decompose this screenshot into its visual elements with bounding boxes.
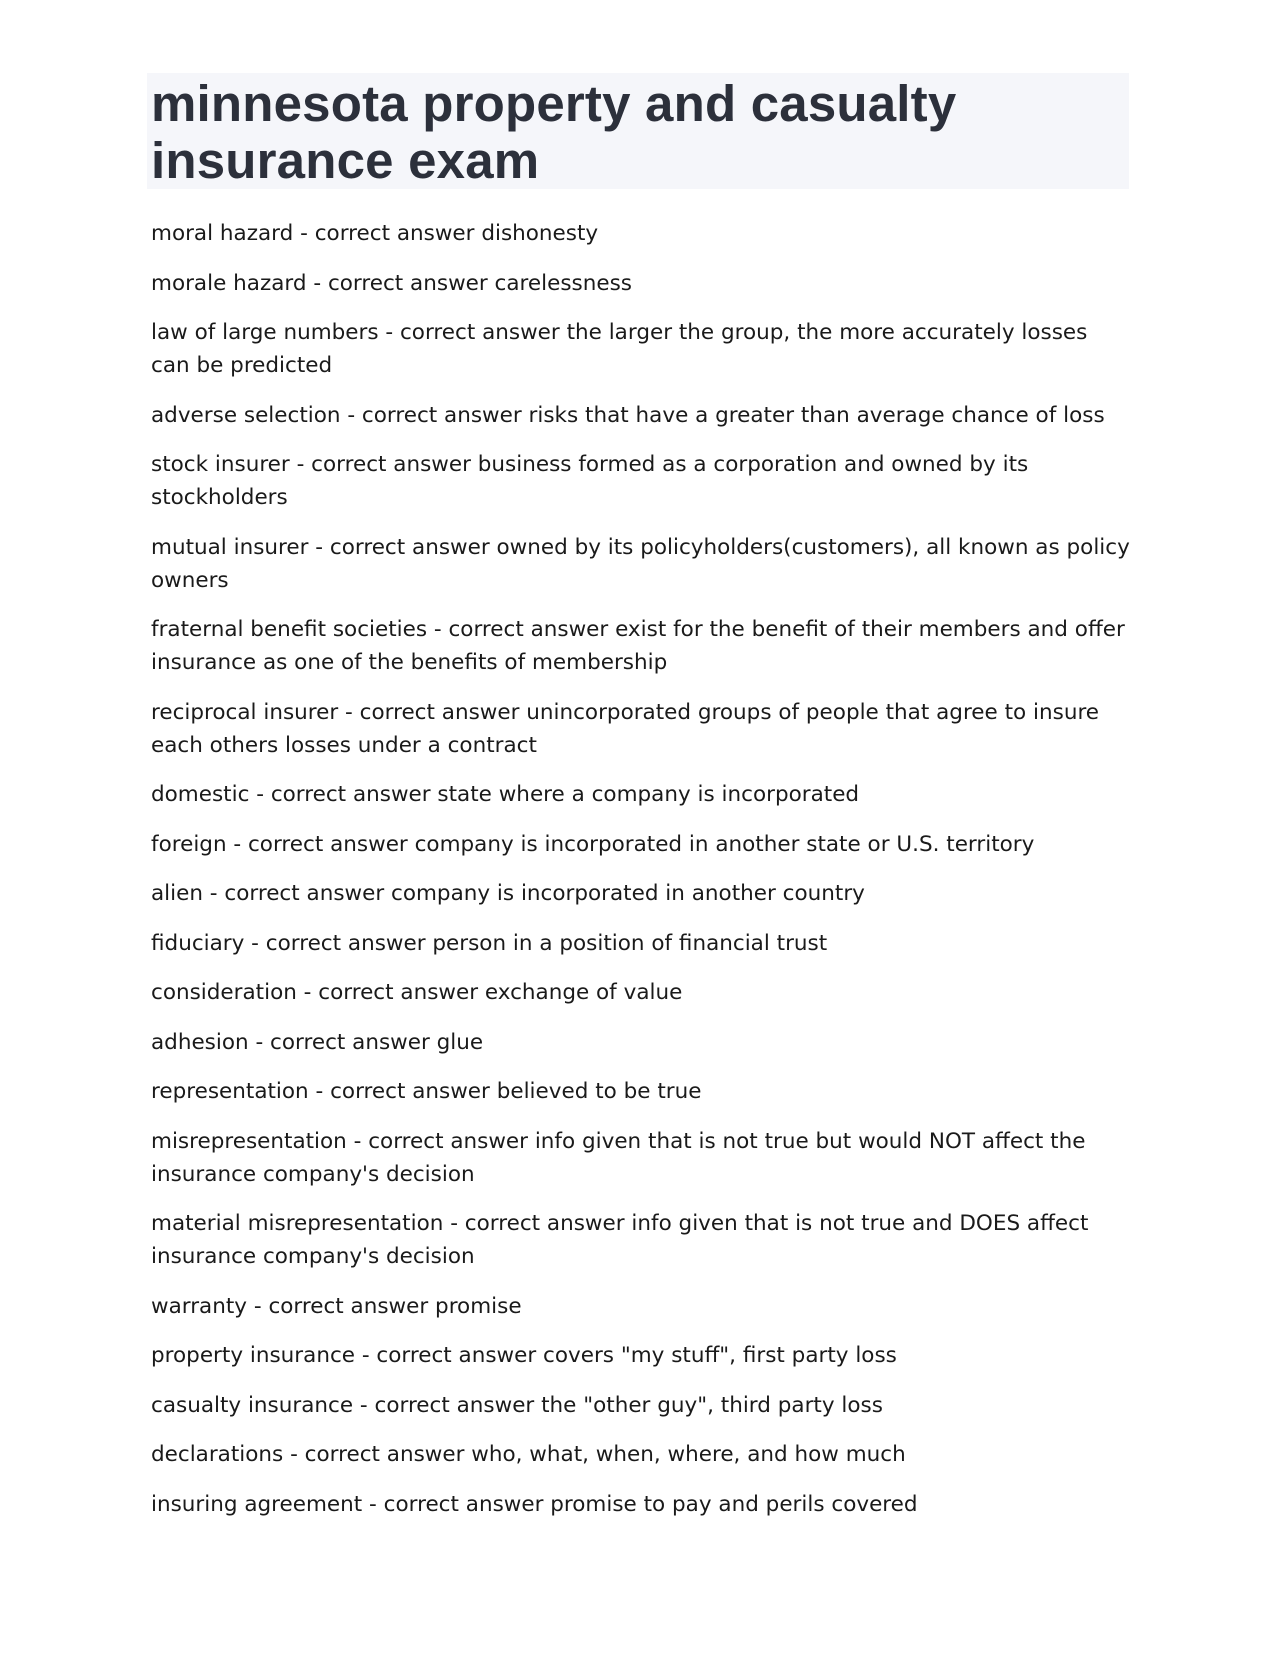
flashcard-entry: moral hazard - correct answer dishonesty	[151, 221, 599, 246]
flashcard-entry: insuring agreement - correct answer promise to pay and perils covered	[151, 1491, 918, 1517]
flashcard-entry: morale hazard - correct answer carelessness	[151, 270, 632, 296]
flashcard-entry: misrepresentation - correct answer info given that is not true but would NOT affect the insurance company's decision	[151, 1128, 1086, 1187]
page-title: minnesota property and casualty insurance exam	[151, 75, 957, 189]
flashcard-entry: stock insurer - correct answer business formed as a corporation and owned by its stockholders	[151, 452, 1029, 510]
flashcard-entry: property insurance - correct answer covers "my stuff", first party loss	[151, 1343, 897, 1368]
flashcard-entry: alien - correct answer company is incorporated in another country	[151, 881, 865, 906]
flashcard-entry: mutual insurer - correct answer owned by its policyholders(customers), all known as policy owners	[151, 534, 1130, 593]
flashcard-entry: foreign - correct answer company is incorporated in another state or U.S. territory	[151, 831, 1035, 857]
flashcard-entry: representation - correct answer believed to be true	[151, 1079, 702, 1104]
flashcard-entry: fiduciary - correct answer person in a position of financial trust	[151, 930, 828, 956]
flashcard-entry: adverse selection - correct answer risks that have a greater than average chance of loss	[151, 402, 1105, 428]
flashcard-entry: material misrepresentation - correct answer info given that is not true and DOES affect insurance company's decision	[151, 1211, 1089, 1269]
flashcard-entry: warranty - correct answer promise	[151, 1293, 522, 1319]
flashcard-list	[151, 217, 1131, 1537]
flashcard-entry: reciprocal insurer - correct answer unincorporated groups of people that agree to insure each others losses under a contract	[151, 699, 1100, 758]
flashcard-entry: adhesion - correct answer glue	[151, 1029, 484, 1055]
flashcard-entry: casualty insurance - correct answer the "other guy", third party loss	[151, 1392, 883, 1418]
flashcard-entry: domestic - correct answer state where a company is incorporated	[151, 782, 860, 807]
title-banner	[147, 73, 1129, 189]
flashcard-entry: law of large numbers - correct answer the larger the group, the more accurately losses can be predicted	[151, 320, 1088, 378]
flashcard-entry: declarations - correct answer who, what, when, where, and how much	[151, 1442, 906, 1467]
flashcard-entry: fraternal benefit societies - correct answer exist for the benefit of their members and offer insurance as one of the benefits of membership	[151, 617, 1125, 675]
flashcard-entry: consideration - correct answer exchange of value	[151, 980, 683, 1005]
